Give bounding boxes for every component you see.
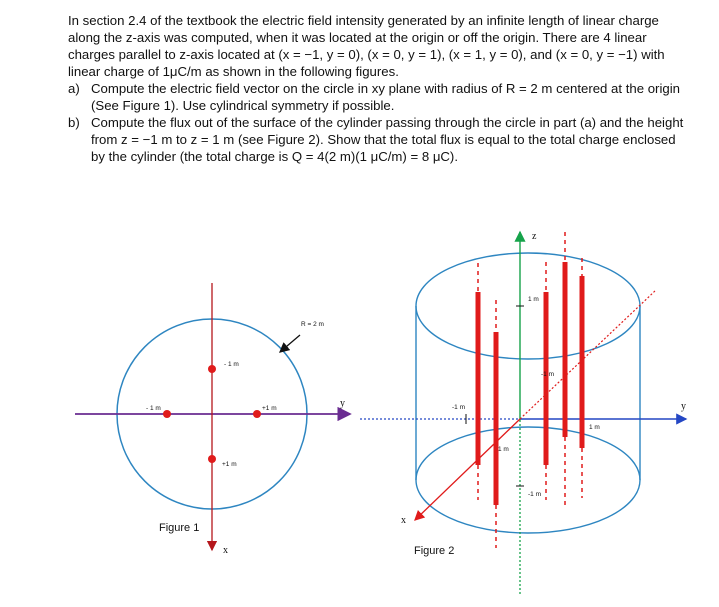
label-plus-1m-right: +1 m — [262, 405, 277, 412]
part-b-label: b) — [68, 115, 80, 130]
cylinder-top-ellipse — [416, 253, 640, 359]
figure-1 — [75, 283, 350, 556]
fig2-axis-label-x: x — [401, 515, 406, 526]
part-a-label: a) — [68, 81, 80, 96]
fig2-label-z-bottom: -1 m — [528, 491, 541, 498]
part-b-text: Compute the flux out of the surface of the cylinder passing through the circle in part (a) and the height from z = −1 m to z = 1 m (see Figure 2). Show that the total flux is equal to the total charge enclosed by the cylinder (the total charge is Q = 4(2 m)(1 μC/m) = 8 μC). — [91, 115, 684, 164]
x-axis-dashed — [520, 290, 656, 419]
fig2-label-x-pos: 1 m — [498, 446, 509, 453]
fig2-axis-label-y: y — [681, 401, 686, 412]
problem-intro: In section 2.4 of the textbook the electric field intensity generated by an infinite length of linear charge along the z-axis was computed, when it was located at the origin or off the origin. There are 4 linear charges parallel to z-axis located at (x = −1, y = 0), (x = 0, y = 1), (x = 1, y = 0), and (x = 0, y = −1) with linear charge of 1μC/m as shown in the following figures. — [68, 13, 665, 79]
figure-2 — [360, 231, 686, 596]
radius-arrow — [280, 335, 300, 352]
fig2-label-x-neg: -1 m — [541, 371, 554, 378]
charge-bottom — [208, 455, 216, 463]
cylinder-bottom-ellipse — [416, 427, 640, 533]
label-plus-1m-bottom: +1 m — [222, 461, 237, 468]
x-axis-solid — [415, 419, 520, 520]
charge-top — [208, 365, 216, 373]
figure-1-caption: Figure 1 — [159, 522, 200, 534]
charge-right — [253, 410, 261, 418]
fig2-label-y-pos: 1 m — [589, 424, 600, 431]
fig2-label-z-top: 1 m — [528, 296, 539, 303]
label-minus-1m-top: - 1 m — [224, 361, 239, 368]
fig2-axis-label-z: z — [532, 231, 537, 242]
figure-2-caption: Figure 2 — [414, 545, 455, 557]
radius-label: R = 2 m — [301, 321, 324, 328]
fig2-label-y-neg: -1 m — [452, 404, 465, 411]
axis-label-y: y — [340, 398, 345, 409]
label-minus-1m-left: - 1 m — [146, 405, 161, 412]
part-a-text: Compute the electric field vector on the circle in xy plane with radius of R = 2 m centered at the origin (See Figure 1). Use cylindrical symmetry if possible. — [91, 81, 680, 113]
charge-left — [163, 410, 171, 418]
axis-label-x: x — [223, 545, 228, 556]
